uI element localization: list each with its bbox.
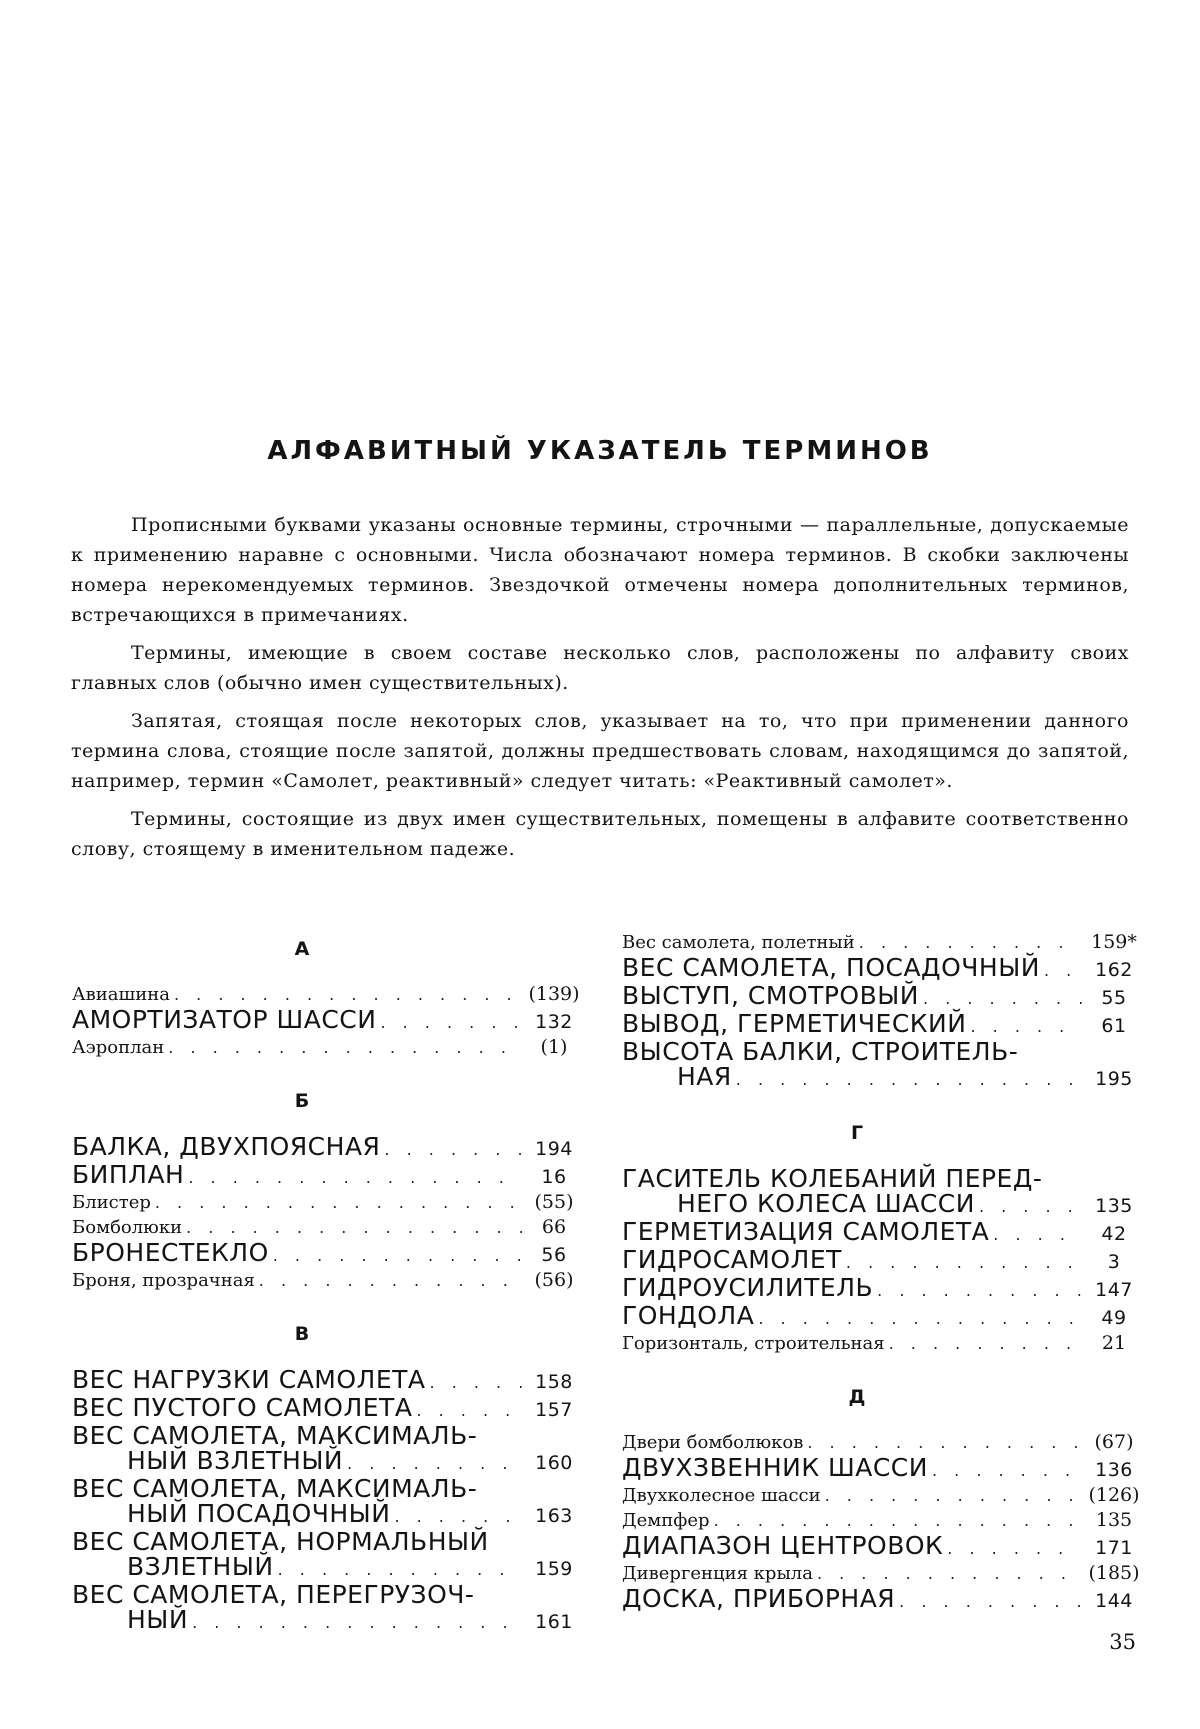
index-entry xyxy=(72,1190,582,1215)
entry-page: 171 xyxy=(1086,1536,1142,1561)
index-entry xyxy=(72,1134,582,1162)
index-entry-continuation xyxy=(622,1191,1142,1219)
entry-page: 163 xyxy=(526,1504,582,1529)
entry-term: Блистер xyxy=(72,1191,151,1215)
entry-term: ДВУХЗВЕННИК ШАССИ xyxy=(622,1455,928,1480)
entry-page: 49 xyxy=(1086,1306,1142,1331)
index-section-v-continued xyxy=(622,930,1142,1092)
entry-term: Аэроплан xyxy=(72,1036,164,1060)
leader-dots: . . . . . . . . . . . . . . . xyxy=(758,1306,1082,1331)
leader-dots: . . . . . . . . . . . . . . . . xyxy=(736,1067,1082,1092)
index-entry xyxy=(622,1331,1142,1356)
index-entry xyxy=(622,955,1142,983)
entry-page: 159* xyxy=(1086,930,1142,954)
entry-term: ВЕС САМОЛЕТА, МАКСИМАЛЬ- xyxy=(72,1423,477,1448)
leader-dots: . . . . . . . . . . . . . . . . . xyxy=(714,1509,1082,1533)
leader-dots: . . . . . xyxy=(970,1014,1082,1039)
leader-dots: . . . . . . . . . . . xyxy=(278,1557,522,1582)
index-column-left xyxy=(72,930,582,1663)
entry-page: (67) xyxy=(1086,1430,1142,1454)
entry-term: ВЕС САМОЛЕТА, НОРМАЛЬНЫЙ xyxy=(72,1529,489,1554)
index-entry-first-line xyxy=(72,1529,582,1554)
index-entry xyxy=(622,983,1142,1011)
entry-term: БИПЛАН xyxy=(72,1162,184,1187)
leader-dots: . . . . . . xyxy=(394,1504,522,1529)
entry-term: ВЕС САМОЛЕТА, ПЕРЕГРУЗОЧ- xyxy=(72,1582,474,1607)
entry-page: 3 xyxy=(1086,1250,1142,1275)
leader-dots: . . . . . . . . xyxy=(899,1589,1082,1614)
leader-dots: . . . . xyxy=(993,1222,1082,1247)
index-entry xyxy=(72,1007,582,1035)
entry-term: НЫЙ ПОСАДОЧНЫЙ xyxy=(127,1501,390,1526)
leader-dots: . . . . . . . . . . . xyxy=(273,1243,522,1268)
entry-page: 135 xyxy=(1086,1194,1142,1219)
index-entry-first-line xyxy=(622,1039,1142,1064)
leader-dots: . . . . . . . xyxy=(923,986,1082,1011)
index-section-a xyxy=(72,936,582,1060)
leader-dots: . . . . . . . . . . . . . . . xyxy=(192,1610,522,1635)
section-letter: В xyxy=(72,1321,582,1347)
index-entry xyxy=(72,1395,582,1423)
entry-term: Горизонталь, строительная xyxy=(622,1332,885,1356)
leader-dots: . . . . . . xyxy=(384,1137,522,1162)
entry-term: ГАСИТЕЛЬ КОЛЕБАНИЙ ПЕРЕД- xyxy=(622,1166,1042,1191)
index-entry-first-line xyxy=(622,1166,1142,1191)
entry-term: ДИАПАЗОН ЦЕНТРОВОК xyxy=(622,1533,943,1558)
entry-term: ВЗЛЕТНЫЙ xyxy=(127,1554,274,1579)
entry-page: 136 xyxy=(1086,1458,1142,1483)
section-letter: Б xyxy=(72,1088,582,1114)
index-entry xyxy=(72,1215,582,1240)
index-section-g xyxy=(622,1120,1142,1356)
index-entry xyxy=(622,1455,1142,1483)
entry-page: (126) xyxy=(1086,1483,1142,1507)
index-entry xyxy=(622,1275,1142,1303)
entry-page: 160 xyxy=(526,1451,582,1476)
index-entry xyxy=(622,1303,1142,1331)
entry-term: Дивергенция крыла xyxy=(622,1562,813,1586)
section-letter: А xyxy=(72,936,582,962)
section-letter: Г xyxy=(622,1120,1142,1146)
leader-dots: . . . . . . . . . . . . xyxy=(259,1269,522,1293)
index-entry xyxy=(72,1162,582,1190)
entry-page: 16 xyxy=(526,1165,582,1190)
entry-term: Авиашина xyxy=(72,983,170,1007)
entry-page: 66 xyxy=(526,1215,582,1239)
leader-dots: . . . . . xyxy=(979,1194,1082,1219)
entry-page: (139) xyxy=(526,982,582,1006)
index-entry-continuation xyxy=(72,1501,582,1529)
leader-dots: . . xyxy=(1044,958,1082,983)
entry-page: 21 xyxy=(1086,1331,1142,1355)
entry-page: 194 xyxy=(526,1137,582,1162)
entry-term: ВЫСТУП, СМОТРОВЫЙ xyxy=(622,983,919,1008)
index-entry xyxy=(622,1508,1142,1533)
entry-term: БАЛКА, ДВУХПОЯСНАЯ xyxy=(72,1134,380,1159)
index-entry xyxy=(622,1483,1142,1508)
entry-term: ВЫСОТА БАЛКИ, СТРОИТЕЛЬ- xyxy=(622,1039,1018,1064)
entry-page: (1) xyxy=(526,1035,582,1059)
leader-dots: . . . . . . . . . xyxy=(877,1278,1082,1303)
entry-term: ГЕРМЕТИЗАЦИЯ САМОЛЕТА xyxy=(622,1219,989,1244)
index-section-v xyxy=(72,1321,582,1635)
entry-term: НЫЙ ВЗЛЕТНЫЙ xyxy=(127,1448,343,1473)
index-entry xyxy=(72,1240,582,1268)
leader-dots: . . . . . . . . . . . . xyxy=(817,1562,1082,1586)
entry-term: НАЯ xyxy=(677,1064,732,1089)
entry-page: 162 xyxy=(1086,958,1142,983)
entry-page: 147 xyxy=(1086,1278,1142,1303)
leader-dots: . . . . . . . . xyxy=(347,1451,522,1476)
index-entry xyxy=(622,1011,1142,1039)
index-entry xyxy=(72,1035,582,1060)
leader-dots: . . . . . . . . . . . xyxy=(846,1250,1082,1275)
index-entry xyxy=(622,1247,1142,1275)
index-entry xyxy=(622,1561,1142,1586)
entry-term: ГИДРОСАМОЛЕТ xyxy=(622,1247,842,1272)
entry-term: Бомболюки xyxy=(72,1216,182,1240)
entry-term: Вес самолета, полетный xyxy=(622,931,855,955)
entry-term: Демпфер xyxy=(622,1509,710,1533)
intro-paragraph: Термины, состоящие из двух имен существительных, помещены в алфавите соответственно слову, стоящему в именительном падеже. xyxy=(71,804,1129,864)
leader-dots: . . . . . . xyxy=(947,1536,1082,1561)
entry-page: 144 xyxy=(1086,1589,1142,1614)
entry-term: ГИДРОУСИЛИТЕЛЬ xyxy=(622,1275,873,1300)
index-entry-continuation xyxy=(72,1607,582,1635)
entry-term: ВЕС НАГРУЗКИ САМОЛЕТА xyxy=(72,1367,426,1392)
index-entry-continuation xyxy=(72,1554,582,1582)
leader-dots: . . . . . . . xyxy=(932,1458,1082,1483)
leader-dots: . . . . . . . . . . . . . . . . xyxy=(168,1036,522,1060)
entry-term: НЫЙ xyxy=(127,1607,188,1632)
page-title: АЛФАВИТНЫЙ УКАЗАТЕЛЬ ТЕРМИНОВ xyxy=(0,436,1200,466)
entry-term: БРОНЕСТЕКЛО xyxy=(72,1240,269,1265)
index-entry-continuation xyxy=(622,1064,1142,1092)
leader-dots: . . . . . . xyxy=(380,1010,522,1035)
entry-page: 132 xyxy=(526,1010,582,1035)
entry-term: АМОРТИЗАТОР ШАССИ xyxy=(72,1007,376,1032)
index-entry-continuation xyxy=(72,1448,582,1476)
entry-term: НЕГО КОЛЕСА ШАССИ xyxy=(677,1191,975,1216)
entry-page: 157 xyxy=(526,1398,582,1423)
index-entry xyxy=(72,1268,582,1293)
index-section-b xyxy=(72,1088,582,1293)
page-number: 35 xyxy=(1109,1630,1136,1654)
entry-page: 55 xyxy=(1086,986,1142,1011)
index-entry-first-line xyxy=(72,1476,582,1501)
entry-page: 161 xyxy=(526,1610,582,1635)
leader-dots: . . . . . . . . . . . . . . . . . xyxy=(155,1191,522,1215)
entry-term: Броня, прозрачная xyxy=(72,1269,255,1293)
index-entry-first-line xyxy=(72,1582,582,1607)
entry-page: (56) xyxy=(526,1268,582,1292)
entry-term: ГОНДОЛА xyxy=(622,1303,754,1328)
entry-page: 158 xyxy=(526,1370,582,1395)
entry-page: 159 xyxy=(526,1557,582,1582)
entry-term: ВЕС САМОЛЕТА, ПОСАДОЧНЫЙ xyxy=(622,955,1040,980)
leader-dots: . . . . . . . . . . . . . . . . xyxy=(174,983,522,1007)
entry-term: ДОСКА, ПРИБОРНАЯ xyxy=(622,1586,895,1611)
index-entry xyxy=(622,1586,1142,1614)
leader-dots: . . . . . . . . . xyxy=(889,1332,1082,1356)
section-letter: Д xyxy=(622,1384,1142,1410)
index-entry xyxy=(72,982,582,1007)
leader-dots: . . . . . . . . . . . . . . . xyxy=(188,1165,522,1190)
entry-term: ВЫВОД, ГЕРМЕТИЧЕСКИЙ xyxy=(622,1011,966,1036)
intro-text xyxy=(71,510,1129,872)
entry-term: Двухколесное шасси xyxy=(622,1484,821,1508)
entry-page: 56 xyxy=(526,1243,582,1268)
leader-dots: . . . . . . . . . . . . xyxy=(807,1431,1082,1455)
entry-page: 135 xyxy=(1086,1508,1142,1532)
leader-dots: . . . . xyxy=(430,1370,522,1395)
leader-dots: . . . . . xyxy=(416,1398,522,1423)
index-column-right xyxy=(622,930,1142,1642)
leader-dots: . . . . . . . . . . . . . . . xyxy=(186,1216,522,1240)
index-entry xyxy=(72,1367,582,1395)
leader-dots: . . . . . . . . . . xyxy=(859,931,1082,955)
entry-term: ВЕС ПУСТОГО САМОЛЕТА xyxy=(72,1395,412,1420)
entry-page: 61 xyxy=(1086,1014,1142,1039)
intro-paragraph: Запятая, стоящая после некоторых слов, указывает на то, что при применении данного термина слова, стоящие после запятой, должны предшествовать словам, находящимся до запятой, например, термин «Самолет, реактивный» следует читать: «Реактивный самолет». xyxy=(71,706,1129,796)
index-section-d xyxy=(622,1384,1142,1614)
entry-page: 195 xyxy=(1086,1067,1142,1092)
entry-term: Двери бомболюков xyxy=(622,1431,803,1455)
entry-term: ВЕС САМОЛЕТА, МАКСИМАЛЬ- xyxy=(72,1476,477,1501)
index-entry xyxy=(622,930,1142,955)
index-entry xyxy=(622,1533,1142,1561)
index-entry xyxy=(622,1430,1142,1455)
index-entry-first-line xyxy=(72,1423,582,1448)
entry-page: (185) xyxy=(1086,1561,1142,1585)
entry-page: 42 xyxy=(1086,1222,1142,1247)
index-entry xyxy=(622,1219,1142,1247)
leader-dots: . . . . . . . . . . . . xyxy=(825,1484,1082,1508)
entry-page: (55) xyxy=(526,1190,582,1214)
intro-paragraph: Термины, имеющие в своем составе несколько слов, расположены по алфавиту своих главных слов (обычно имен существительных). xyxy=(71,638,1129,698)
intro-paragraph: Прописными буквами указаны основные термины, строчными — параллельные, допускаемые к применению наравне с основными. Числа обозначают номера терминов. В скобки заключены номера нерекомендуемых терминов. Звездочкой отмечены номера дополнительных терминов, встречающихся в примечаниях. xyxy=(71,510,1129,630)
